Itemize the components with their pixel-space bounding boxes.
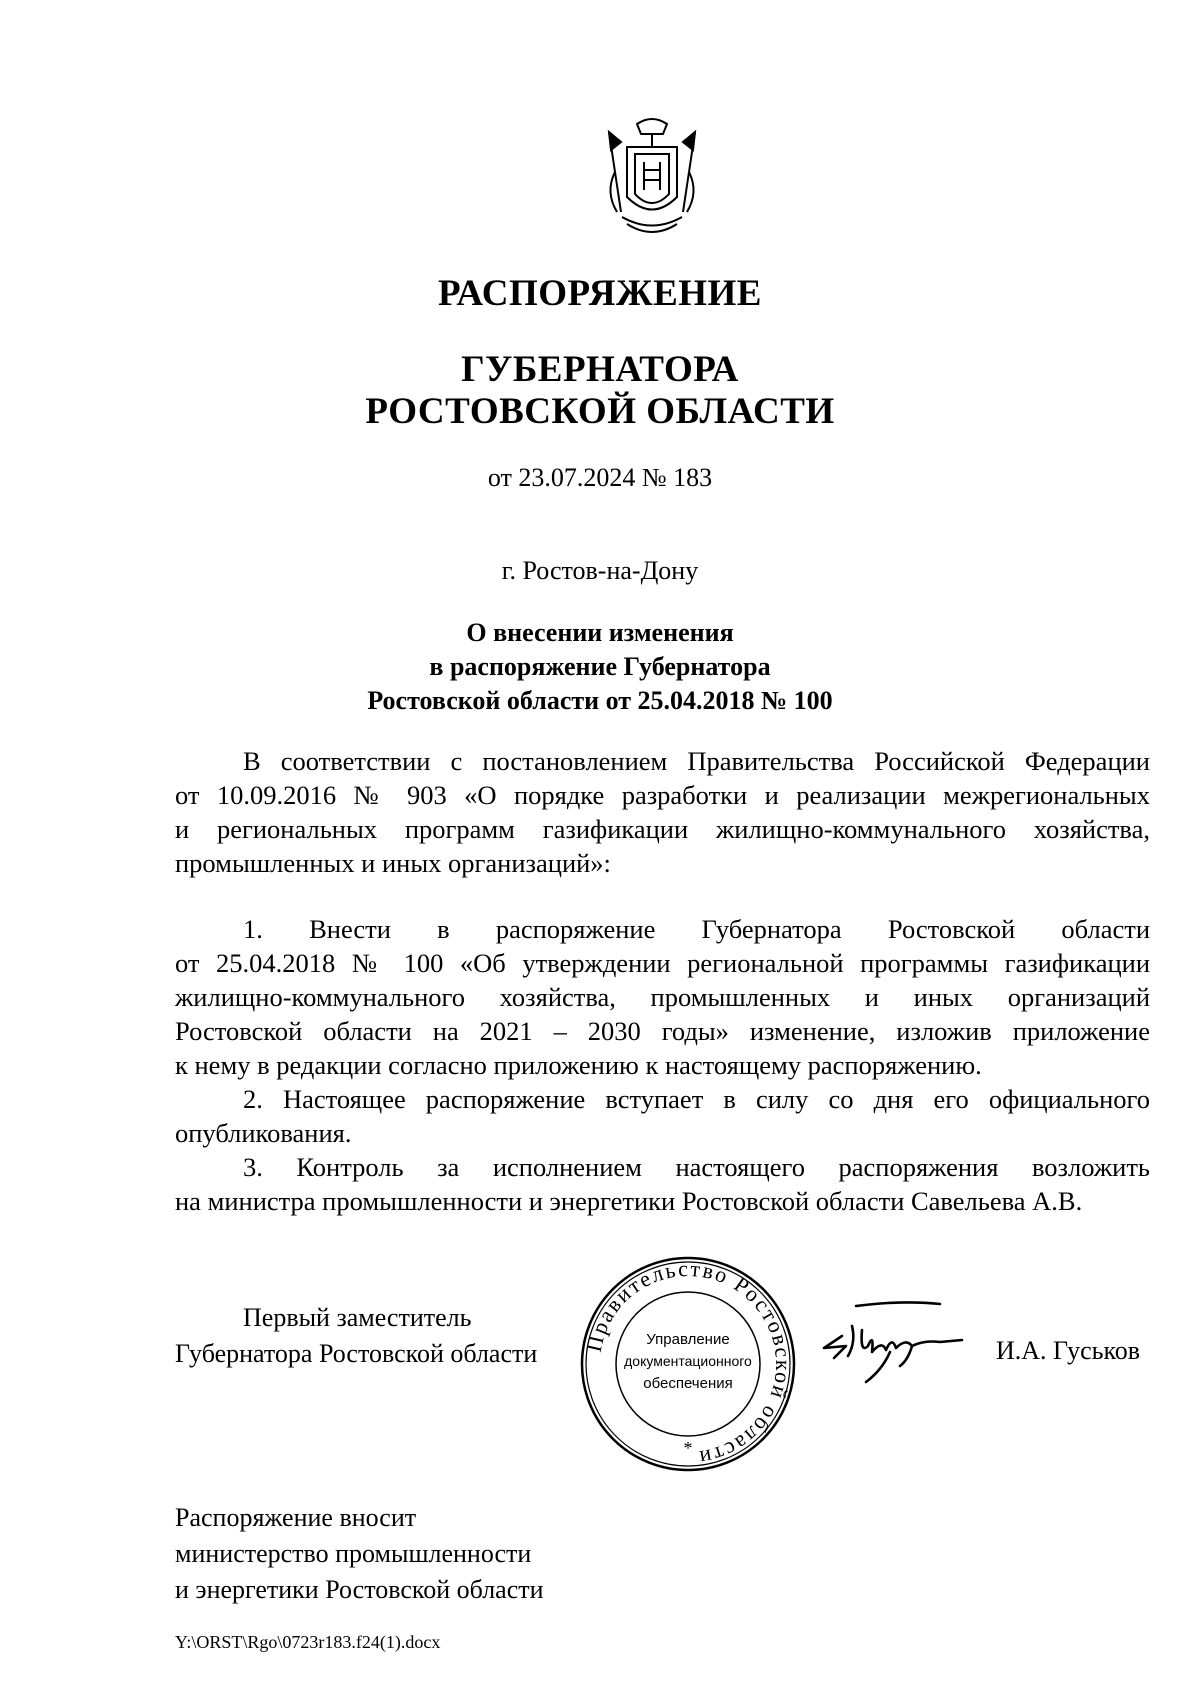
file-path: Y:\ORST\Rgo\0723r183.f24(1).docx: [175, 1632, 441, 1652]
official-stamp: [578, 1254, 798, 1474]
stamp-ring-textpath: Правительство Ростовской области: [580, 1255, 797, 1472]
item-3-line: 3. Контроль за исполнением настоящего распоряжения возложить: [243, 1152, 1150, 1182]
intro-line: В соответствии с постановлением Правительства Российской Федерации: [243, 746, 1150, 776]
document-type-title: РАСПОРЯЖЕНИЕ: [437, 273, 762, 314]
authority-title-line2: РОСТОВСКОЙ ОБЛАСТИ: [365, 391, 835, 432]
submitter-line3: и энергетики Ростовской области: [175, 1575, 544, 1604]
stamp-center-line2: документационного: [624, 1353, 752, 1369]
intro-line: промышленных и иных организаций»:: [175, 848, 611, 878]
city-line: г. Ростов-на-Дону: [501, 556, 699, 585]
subject-line2: в распоряжение Губернатора: [429, 652, 771, 681]
coat-of-arms-icon: [597, 112, 707, 242]
item-3-paragraph: [175, 1150, 1150, 1218]
item-1-line: от 25.04.2018 № 100 «Об утверждении региональной программы газификации: [175, 948, 1150, 978]
item-1-line: Ростовской области на 2021 – 2030 годы» изменение, изложив приложение: [175, 1016, 1150, 1046]
intro-paragraph: [175, 744, 1150, 880]
stamp-center-line3: обеспечения: [643, 1375, 733, 1392]
item-1-line: к нему в редакции согласно приложению к настоящему распоряжению.: [175, 1050, 982, 1080]
item-2-paragraph: [175, 1082, 1150, 1150]
handwritten-signature: [812, 1296, 982, 1396]
item-1-line: жилищно-коммунального хозяйства, промышленных и иных организаций: [175, 982, 1150, 1012]
intro-line: от 10.09.2016 № 903 «О порядке разработки и реализации межрегиональных: [175, 780, 1150, 810]
intro-line: и региональных программ газификации жилищно-коммунального хозяйства,: [175, 814, 1150, 844]
date-number-line: от 23.07.2024 № 183: [487, 463, 713, 492]
item-1-line: 1. Внести в распоряжение Губернатора Ростовской области: [243, 914, 1150, 944]
authority-title-line1: ГУБЕРНАТОРА: [461, 349, 739, 390]
stamp-star: *: [683, 1438, 693, 1458]
signatory-name: И.А. Гуськов: [996, 1336, 1141, 1365]
submitter-line2: министерство промышленности: [175, 1539, 532, 1568]
item-2-line: опубликования.: [175, 1118, 352, 1148]
subject-line3: Ростовской области от 25.04.2018 № 100: [367, 686, 833, 715]
stamp-center-line1: Управление: [646, 1331, 730, 1348]
signatory-position-line2: Губернатора Ростовской области: [175, 1339, 538, 1368]
subject-line1: О внесении изменения: [466, 618, 734, 647]
submitter-line1: Распоряжение вносит: [175, 1503, 417, 1532]
submitter-block: [175, 1500, 544, 1608]
signatory-position: [175, 1300, 537, 1372]
signatory-position-line1: Первый заместитель: [243, 1303, 472, 1332]
item-2-line: 2. Настоящее распоряжение вступает в силу со дня его официального: [243, 1084, 1150, 1114]
item-1-paragraph: [175, 912, 1150, 1082]
item-3-line: на министра промышленности и энергетики Ростовской области Савельева А.В.: [175, 1186, 1083, 1216]
